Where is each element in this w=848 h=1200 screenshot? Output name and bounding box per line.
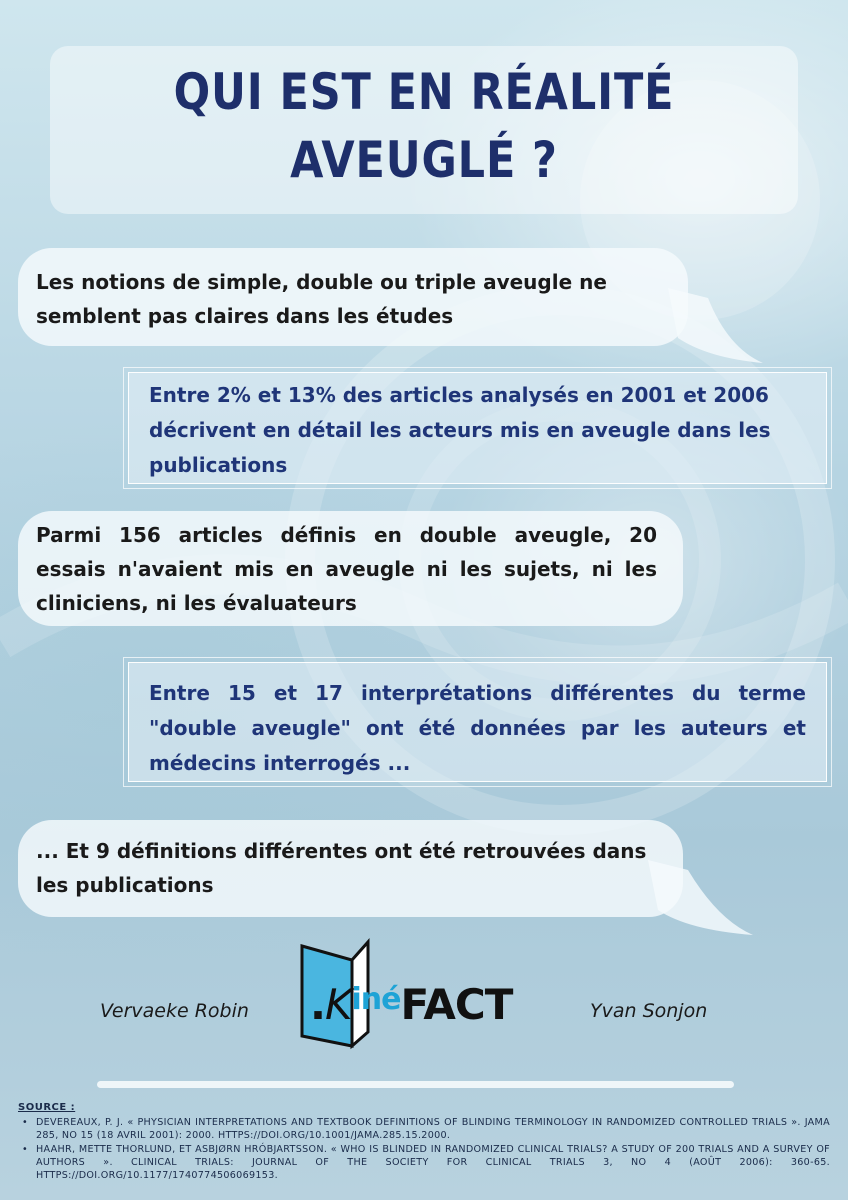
box-text: Entre 2% et 13% des articles analysés en 2001 et 2006 décrivent en détail les acteurs mis en aveugle dans les publications [149,383,771,477]
author-right: Yvan Sonjon [590,1000,708,1022]
author-left: Vervaeke Robin [100,1000,249,1022]
reference-item: • DEVEREAUX, P. J. « PHYSICIAN INTERPRETATIONS AND TEXTBOOK DEFINITIONS OF BLINDING TERMINOLOGY IN RANDOMIZED CONTROLLED TRIALS ». JAMA 285, NO 15 (18 AVRIL 2001): 2000. HTTPS://DOI.ORG/10.1001/JAMA.285.15.2000. [22,1116,830,1142]
logo-fact: FACT [400,980,513,1029]
bubble-text: Parmi 156 articles définis en double aveugle, 20 essais n'avaient mis en aveugle ni les sujets, ni les cliniciens, ni les évaluateurs [36,523,657,615]
box-text: Entre 15 et 17 interprétations différentes du terme "double aveugle" ont été données par les auteurs et médecins interrogés ... [149,681,806,775]
reference-item: • HAAHR, METTE THORLUND, ET ASBJØRN HRÓBJARTSSON. « WHO IS BLINDED IN RANDOMIZED CLINICAL TRIALS? A STUDY OF 200 TRIALS AND A SURVEY OF AUTHORS ». CLINICAL TRIALS: JOURNAL OF THE SOCIETY FOR CLINICAL TRIALS 3, NO 4 (AOÛT 2006): 360-65. HTTPS://DOI.ORG/10.1177/1740774506069153. [22,1143,830,1182]
bubble-tail [668,288,768,368]
logo-ine: iné [351,982,401,1017]
title-line-1: QUI EST EN RÉALITÉ [173,63,675,121]
speech-bubble-1 [18,248,688,346]
kinefact-logo [310,980,512,1029]
bubble-text: ... Et 9 définitions différentes ont été retrouvées dans les publications [36,839,647,897]
references-list [22,1116,830,1183]
speech-bubble-2 [18,511,683,626]
logo-dot: . [310,980,325,1029]
source-label: SOURCE : [18,1102,76,1113]
highlight-box-2 [128,662,827,782]
bubble-tail [648,860,758,940]
divider [97,1081,734,1088]
bubble-text: Les notions de simple, double ou triple aveugle ne semblent pas claires dans les études [36,270,607,328]
logo-k: K [324,980,352,1029]
speech-bubble-3 [18,820,683,917]
page-title [102,58,745,194]
title-line-2: AVEUGLÉ ? [290,131,558,189]
highlight-box-1 [128,372,827,484]
